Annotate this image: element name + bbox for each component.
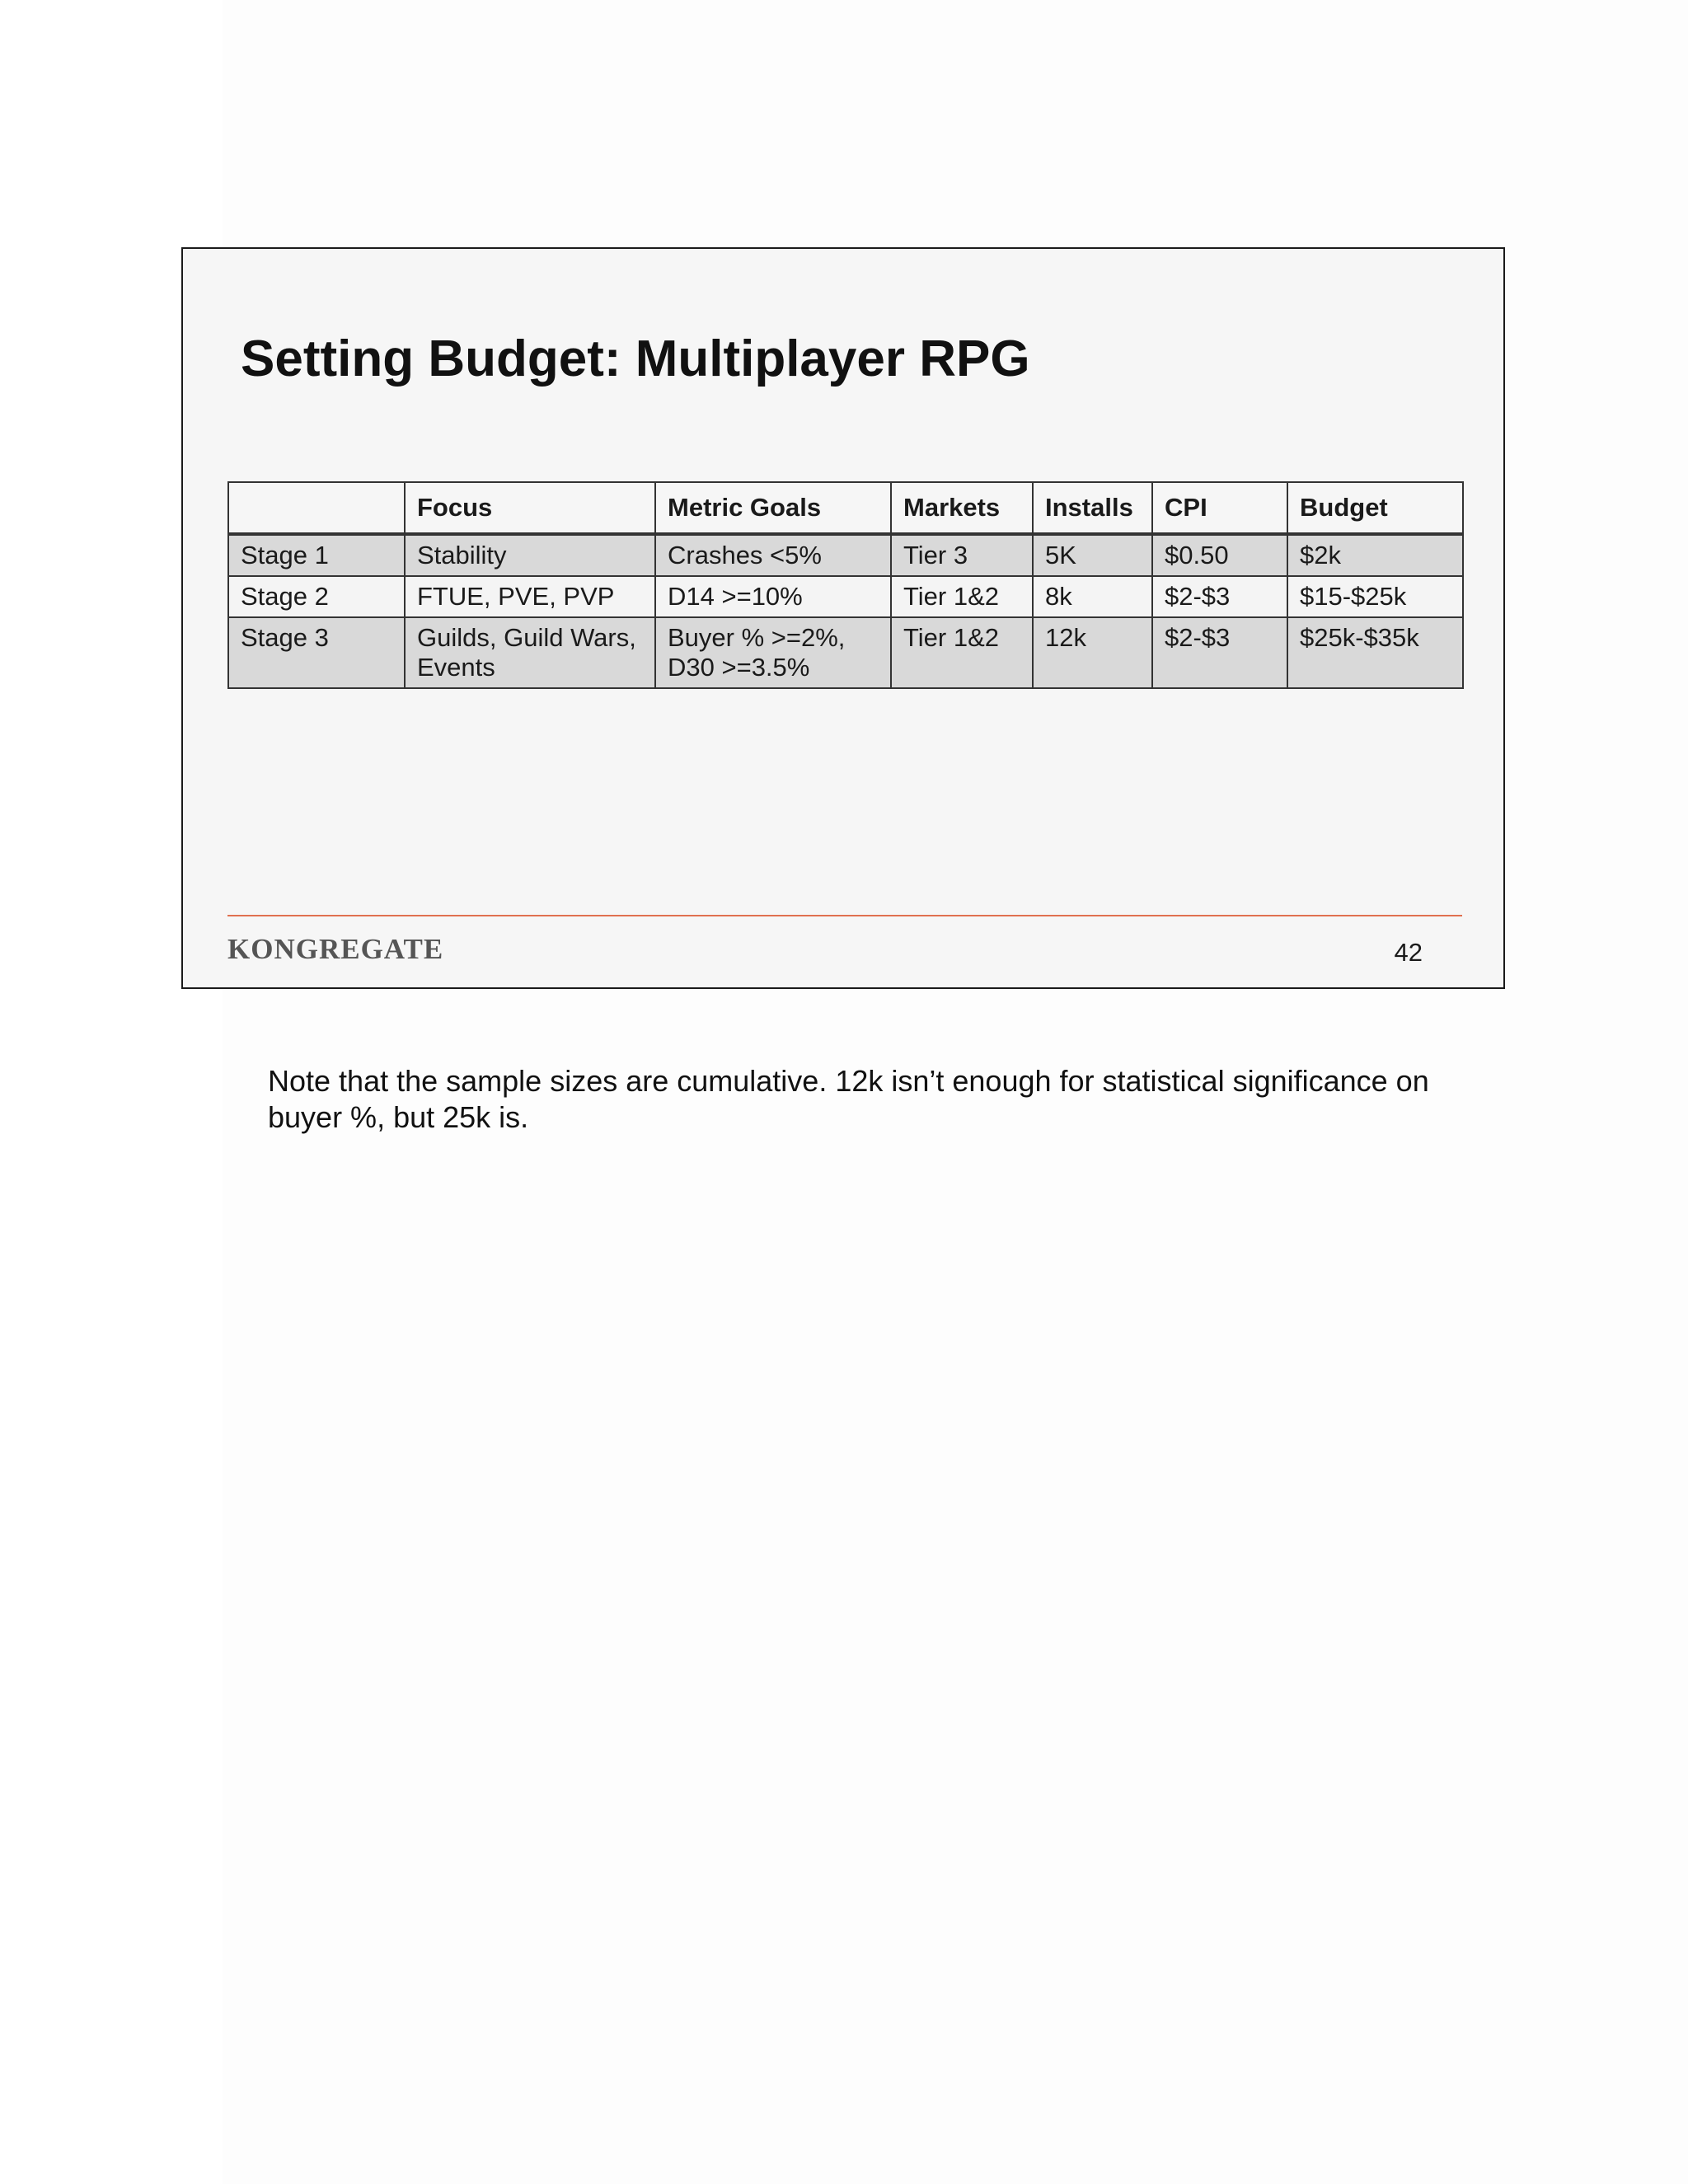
- header-cell-installs: Installs: [1033, 482, 1152, 534]
- header-cell-focus: Focus: [405, 482, 655, 534]
- table-cell-installs: 5K: [1033, 534, 1152, 576]
- slide: [181, 247, 1505, 989]
- table-cell-cpi: $2-$3: [1152, 617, 1287, 688]
- table-cell-focus: FTUE, PVE, PVP: [405, 576, 655, 617]
- table-cell-stage: Stage 1: [228, 534, 405, 576]
- table-header-row: [228, 482, 1463, 534]
- table-cell-stage: Stage 2: [228, 576, 405, 617]
- header-cell-budget: Budget: [1287, 482, 1463, 534]
- header-cell-cpi: CPI: [1152, 482, 1287, 534]
- header-cell-markets: Markets: [891, 482, 1033, 534]
- header-cell-stage: [228, 482, 405, 534]
- table-cell-markets: Tier 1&2: [891, 617, 1033, 688]
- table-cell-markets: Tier 1&2: [891, 576, 1033, 617]
- table-cell-budget: $2k: [1287, 534, 1463, 576]
- header-cell-metric-goals: Metric Goals: [655, 482, 891, 534]
- table-cell-installs: 8k: [1033, 576, 1152, 617]
- page-number: 42: [1394, 938, 1423, 967]
- table-cell-budget: $25k-$35k: [1287, 617, 1463, 688]
- table-cell-markets: Tier 3: [891, 534, 1033, 576]
- table-cell-stage: Stage 3: [228, 617, 405, 688]
- table-cell-budget: $15-$25k: [1287, 576, 1463, 617]
- kongregate-logo: KONGREGATE: [227, 933, 444, 965]
- table-row: [228, 617, 1463, 688]
- slide-title: Setting Budget: Multiplayer RPG: [241, 330, 1030, 387]
- table-cell-cpi: $0.50: [1152, 534, 1287, 576]
- table-cell-focus: Guilds, Guild Wars, Events: [405, 617, 655, 688]
- table-cell-installs: 12k: [1033, 617, 1152, 688]
- table-cell-metric-goals: D14 >=10%: [655, 576, 891, 617]
- table-cell-focus: Stability: [405, 534, 655, 576]
- table-row: [228, 534, 1463, 576]
- table-cell-metric-goals: Crashes <5%: [655, 534, 891, 576]
- footer-divider: [227, 915, 1462, 916]
- speaker-notes: Note that the sample sizes are cumulative. 12k isn’t enough for statistical significance on buyer %, but 25k is.: [268, 1064, 1429, 1134]
- table-row: [228, 576, 1463, 617]
- budget-table: [227, 481, 1464, 689]
- table-cell-metric-goals: Buyer % >=2%, D30 >=3.5%: [655, 617, 891, 688]
- table-cell-cpi: $2-$3: [1152, 576, 1287, 617]
